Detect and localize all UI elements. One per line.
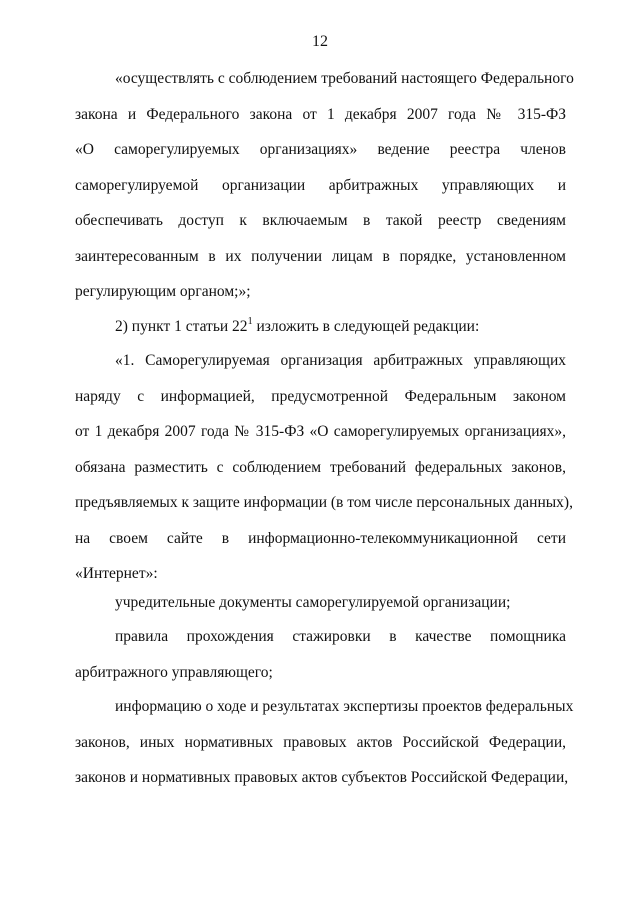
page-number: 12 <box>312 33 328 50</box>
paragraph-3 <box>75 343 573 592</box>
text-line: заинтересованным в их получении лицам в порядке, установленном <box>75 247 566 265</box>
paragraph-6 <box>75 689 574 796</box>
text-line: «осуществлять с соблюдением требований настоящего Федерального <box>115 70 574 87</box>
paragraph-2 <box>75 309 566 345</box>
text-line: «1. Саморегулируемая организация арбитражных управляющих <box>115 352 566 369</box>
text-line: законов и нормативных правовых актов субъектов Российской Федерации, <box>75 769 569 786</box>
text-line: от 1 декабря 2007 года № 315-ФЗ «О саморегулируемых организациях», <box>75 423 566 440</box>
text-line: на своем сайте в информационно-телекоммуникационной сети <box>75 529 566 547</box>
text-line: информацию о ходе и результатах экспертизы проектов федеральных <box>115 698 574 715</box>
text-line: наряду с информацией, предусмотренной Федеральным законом <box>75 387 566 405</box>
amendment-text-rest: изложить в следующей редакции: <box>252 318 480 335</box>
text-line <box>75 309 566 345</box>
text-line: правила прохождения стажировки в качестве помощника <box>115 628 566 645</box>
text-line: «О саморегулируемых организациях» ведение реестра членов <box>75 141 566 158</box>
article-superscript: 1 <box>247 315 253 327</box>
text-line: обеспечивать доступ к включаемым в такой реестр сведениям <box>75 212 566 229</box>
text-line: регулирующим органом;»; <box>75 283 251 300</box>
paragraph-5 <box>75 619 566 690</box>
text-line: закона и Федерального закона от 1 декабря 2007 года № 315-ФЗ <box>75 105 566 123</box>
text-line: саморегулируемой организации арбитражных управляющих и <box>75 176 566 194</box>
text-line: обязана разместить с соблюдением требований федеральных законов, <box>75 458 566 476</box>
paragraph-4 <box>75 585 566 621</box>
paragraph-1 <box>75 61 574 310</box>
text-line: арбитражного управляющего; <box>75 663 273 681</box>
text-line: законов, иных нормативных правовых актов Российской Федерации, <box>75 733 566 751</box>
text-line: «Интернет»: <box>75 565 158 582</box>
amendment-text: 2) пункт 1 статьи 22 <box>115 318 248 335</box>
text-line: предъявляемых к защите информации (в том числе персональных данных), <box>75 494 573 511</box>
text-line: учредительные документы саморегулируемой организации; <box>115 594 511 611</box>
